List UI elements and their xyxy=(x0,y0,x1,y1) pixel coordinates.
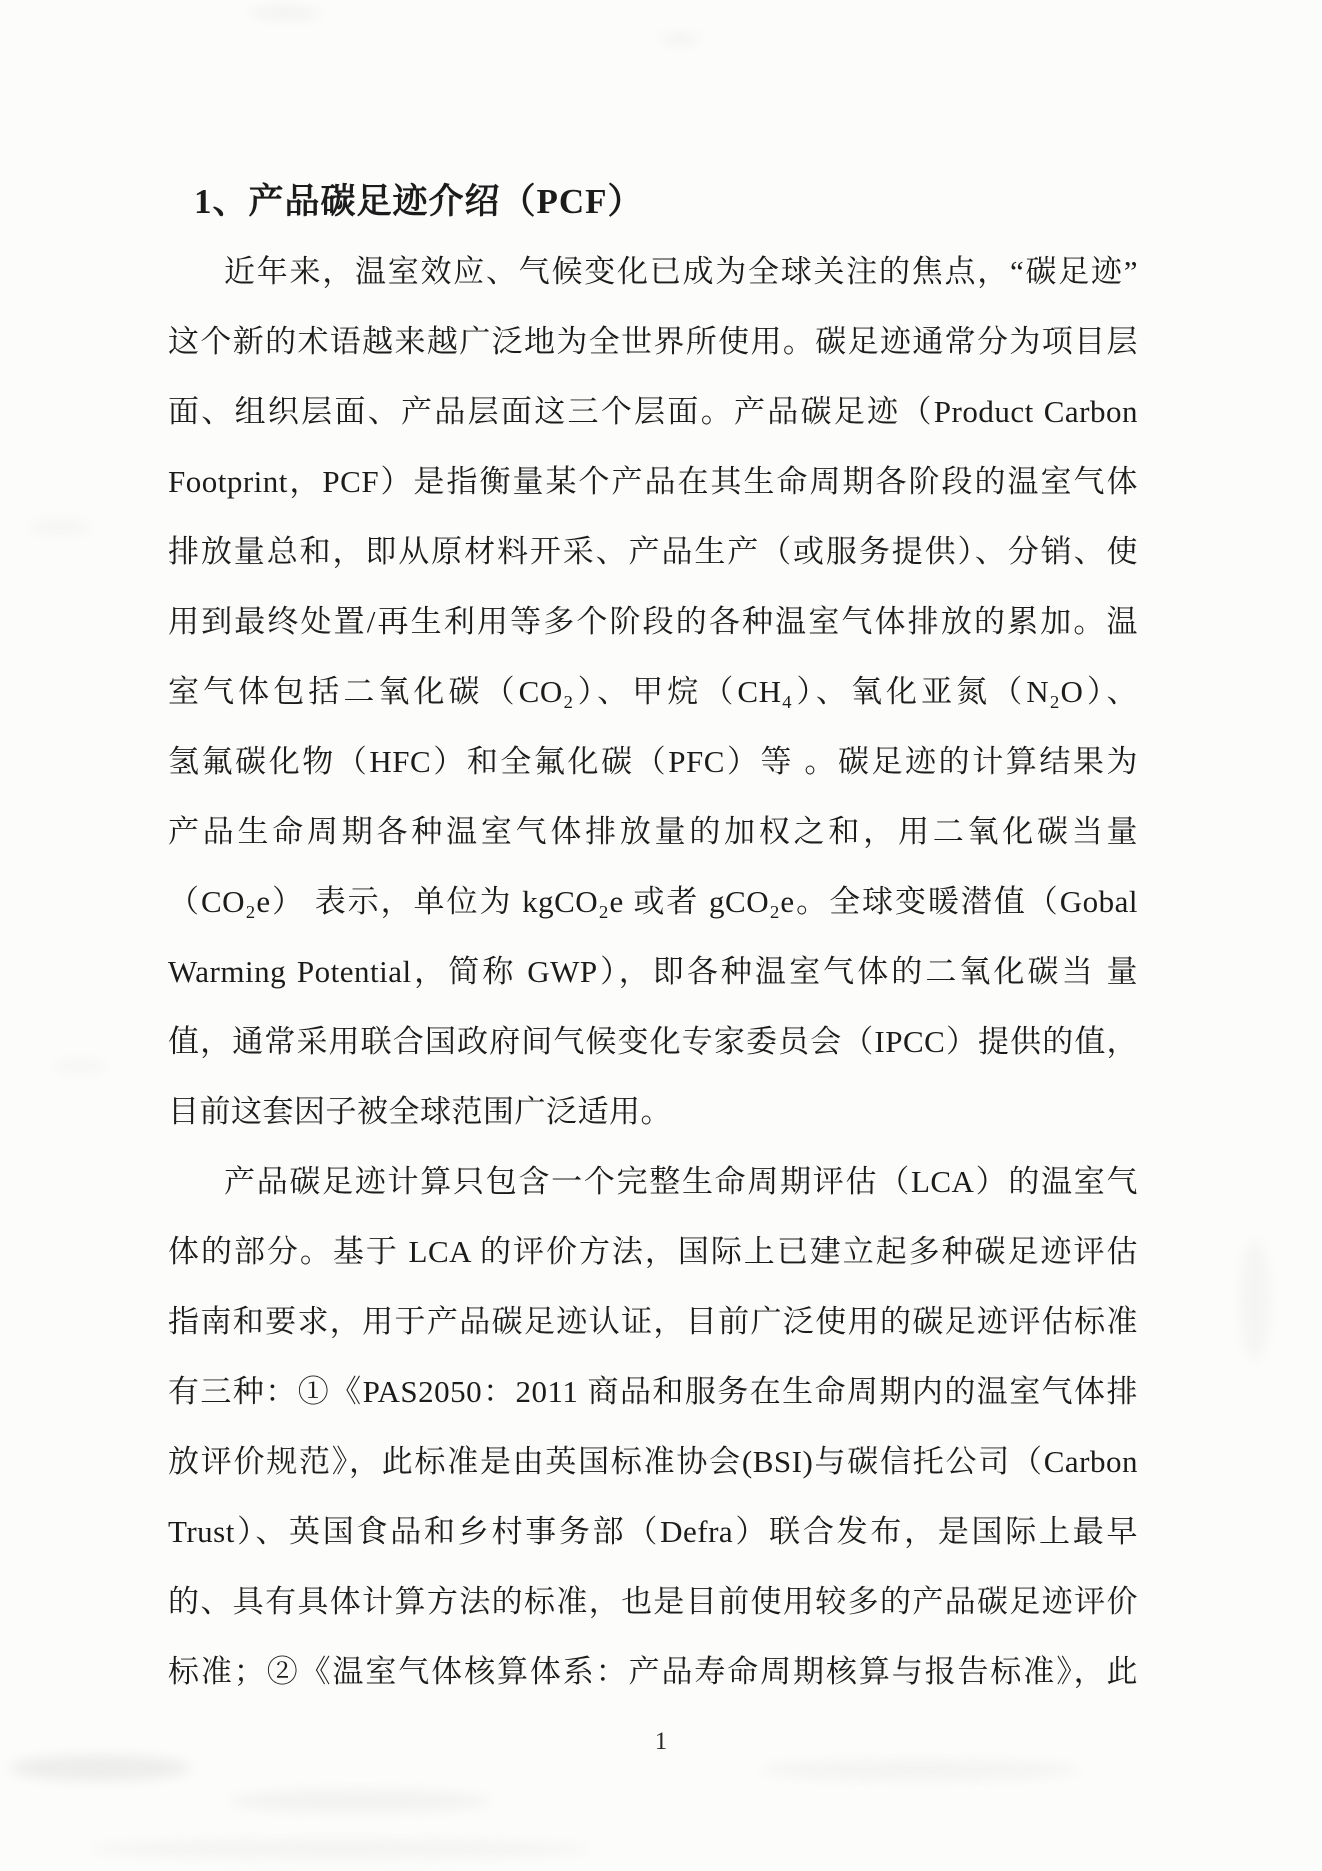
scan-smudge xyxy=(30,520,90,534)
scan-smudge xyxy=(760,1760,1080,1780)
body-line: 产品碳足迹计算只包含一个完整生命周期评估（LCA）的温室气 xyxy=(224,1164,1138,1199)
body-line: 用到最终处置/再生利用等多个阶段的各种温室气体排放的累加。温 xyxy=(168,604,1138,639)
body-line: Trust）、英国食品和乡村事务部（Defra）联合发布，是国际上最早 xyxy=(168,1514,1138,1549)
page-number: 1 xyxy=(654,1728,668,1755)
body-line: 标准；②《温室气体核算体系：产品寿命周期核算与报告标准》，此 xyxy=(168,1654,1138,1689)
body-line: 产品生命周期各种温室气体排放量的加权之和，用二氧化碳当量 xyxy=(168,814,1138,849)
body-line: 面、组织层面、产品层面这三个层面。产品碳足迹（Product Carbon xyxy=(168,394,1138,429)
body-line: 的、具有具体计算方法的标准，也是目前使用较多的产品碳足迹评价 xyxy=(168,1584,1138,1619)
body-line: 目前这套因子被全球范围广泛适用。 xyxy=(168,1094,672,1129)
body-line: 近年来，温室效应、气候变化已成为全球关注的焦点，“碳足迹” xyxy=(224,254,1138,289)
scan-smudge xyxy=(90,1840,590,1858)
body-line: （CO₂e） 表示，单位为 kgCO₂e 或者 gCO₂e。全球变暖潜值（Gobal xyxy=(168,884,1138,919)
body-line: 氢氟碳化物（HFC）和全氟化碳（PFC）等 。碳足迹的计算结果为 xyxy=(168,744,1138,779)
body-line: Footprint，PCF）是指衡量某个产品在其生命周期各阶段的温室气体 xyxy=(168,464,1138,499)
body-line: 指南和要求，用于产品碳足迹认证，目前广泛使用的碳足迹评估标准 xyxy=(168,1304,1138,1339)
body-line: 有三种：①《PAS2050：2011 商品和服务在生命周期内的温室气体排 xyxy=(168,1374,1138,1409)
scan-smudge xyxy=(230,1790,490,1812)
body-line: 放评价规范》，此标准是由英国标准协会(BSI)与碳信托公司（Carbon xyxy=(168,1444,1138,1479)
body-line: 体的部分。基于 LCA 的评价方法，国际上已建立起多种碳足迹评估 xyxy=(168,1234,1138,1269)
body-line: 室气体包括二氧化碳（CO₂）、甲烷（CH₄）、氧化亚氮（N₂O）、 xyxy=(168,674,1138,709)
body-line: 值，通常采用联合国政府间气候变化专家委员会（IPCC）提供的值， xyxy=(168,1024,1138,1059)
scan-smudge xyxy=(250,8,320,18)
body-line: 这个新的术语越来越广泛地为全世界所使用。碳足迹通常分为项目层 xyxy=(168,324,1138,359)
body-line: Warming Potential，简称 GWP），即各种温室气体的二氧化碳当 量 xyxy=(168,954,1138,989)
scan-smudge xyxy=(55,1060,105,1072)
section-heading: 1、产品碳足迹介绍（PCF） xyxy=(194,182,644,221)
document-body xyxy=(168,167,1138,1707)
body-line: 排放量总和，即从原材料开采、产品生产（或服务提供）、分销、使 xyxy=(168,534,1138,569)
scan-smudge xyxy=(660,35,700,43)
scan-smudge xyxy=(1240,1240,1270,1360)
